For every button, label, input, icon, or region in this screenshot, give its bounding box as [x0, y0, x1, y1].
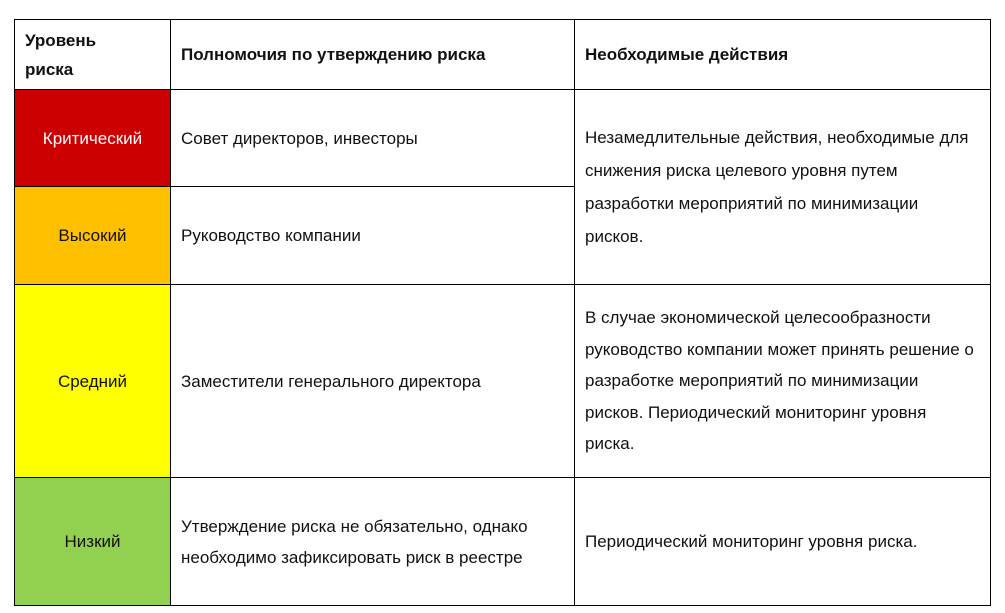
header-risk-level-label: Уровень риска [25, 30, 97, 79]
level-label-low: Низкий [64, 532, 121, 551]
authority-cell-low [171, 478, 575, 606]
table-row-critical [15, 90, 991, 187]
actions-text-medium: В случае экономической целесообразности руководство компании может принять решение о разработке мероприятий по минимизации рисков. Периодический мониторинг уровня риска. [585, 308, 974, 454]
header-required-actions [575, 20, 991, 90]
header-risk-level [15, 20, 171, 90]
level-cell-critical [15, 90, 171, 187]
header-approval-authority [171, 20, 575, 90]
table-header-row [15, 20, 991, 90]
authority-cell-critical [171, 90, 575, 187]
actions-text-critical-high: Незамедлительные действия, необходимые для снижения риска целевого уровня путем разработки мероприятий по минимизации рисков. [585, 128, 969, 246]
actions-cell-low [575, 478, 991, 606]
level-cell-medium [15, 285, 171, 478]
authority-text-low: Утверждение риска не обязательно, однако необходимо зафиксировать риск в реестре [181, 516, 528, 567]
actions-cell-medium [575, 285, 991, 478]
level-label-high: Высокий [58, 226, 127, 245]
level-cell-low [15, 478, 171, 606]
authority-cell-medium [171, 285, 575, 478]
actions-text-low: Периодический мониторинг уровня риска. [585, 532, 918, 551]
level-label-critical: Критический [42, 128, 143, 148]
header-approval-authority-label: Полномочия по утверждению риска [181, 45, 486, 64]
table-row-medium [15, 285, 991, 478]
level-label-medium: Средний [57, 371, 128, 391]
risk-table [14, 19, 991, 606]
header-required-actions-label: Необходимые действия [585, 45, 789, 64]
actions-cell-critical-high [575, 90, 991, 285]
authority-cell-high [171, 187, 575, 285]
table-row-low [15, 478, 991, 606]
authority-text-critical: Совет директоров, инвесторы [181, 128, 418, 148]
authority-text-medium: Заместители генерального директора [181, 371, 481, 391]
level-cell-high [15, 187, 171, 285]
authority-text-high: Руководство компании [181, 226, 361, 245]
